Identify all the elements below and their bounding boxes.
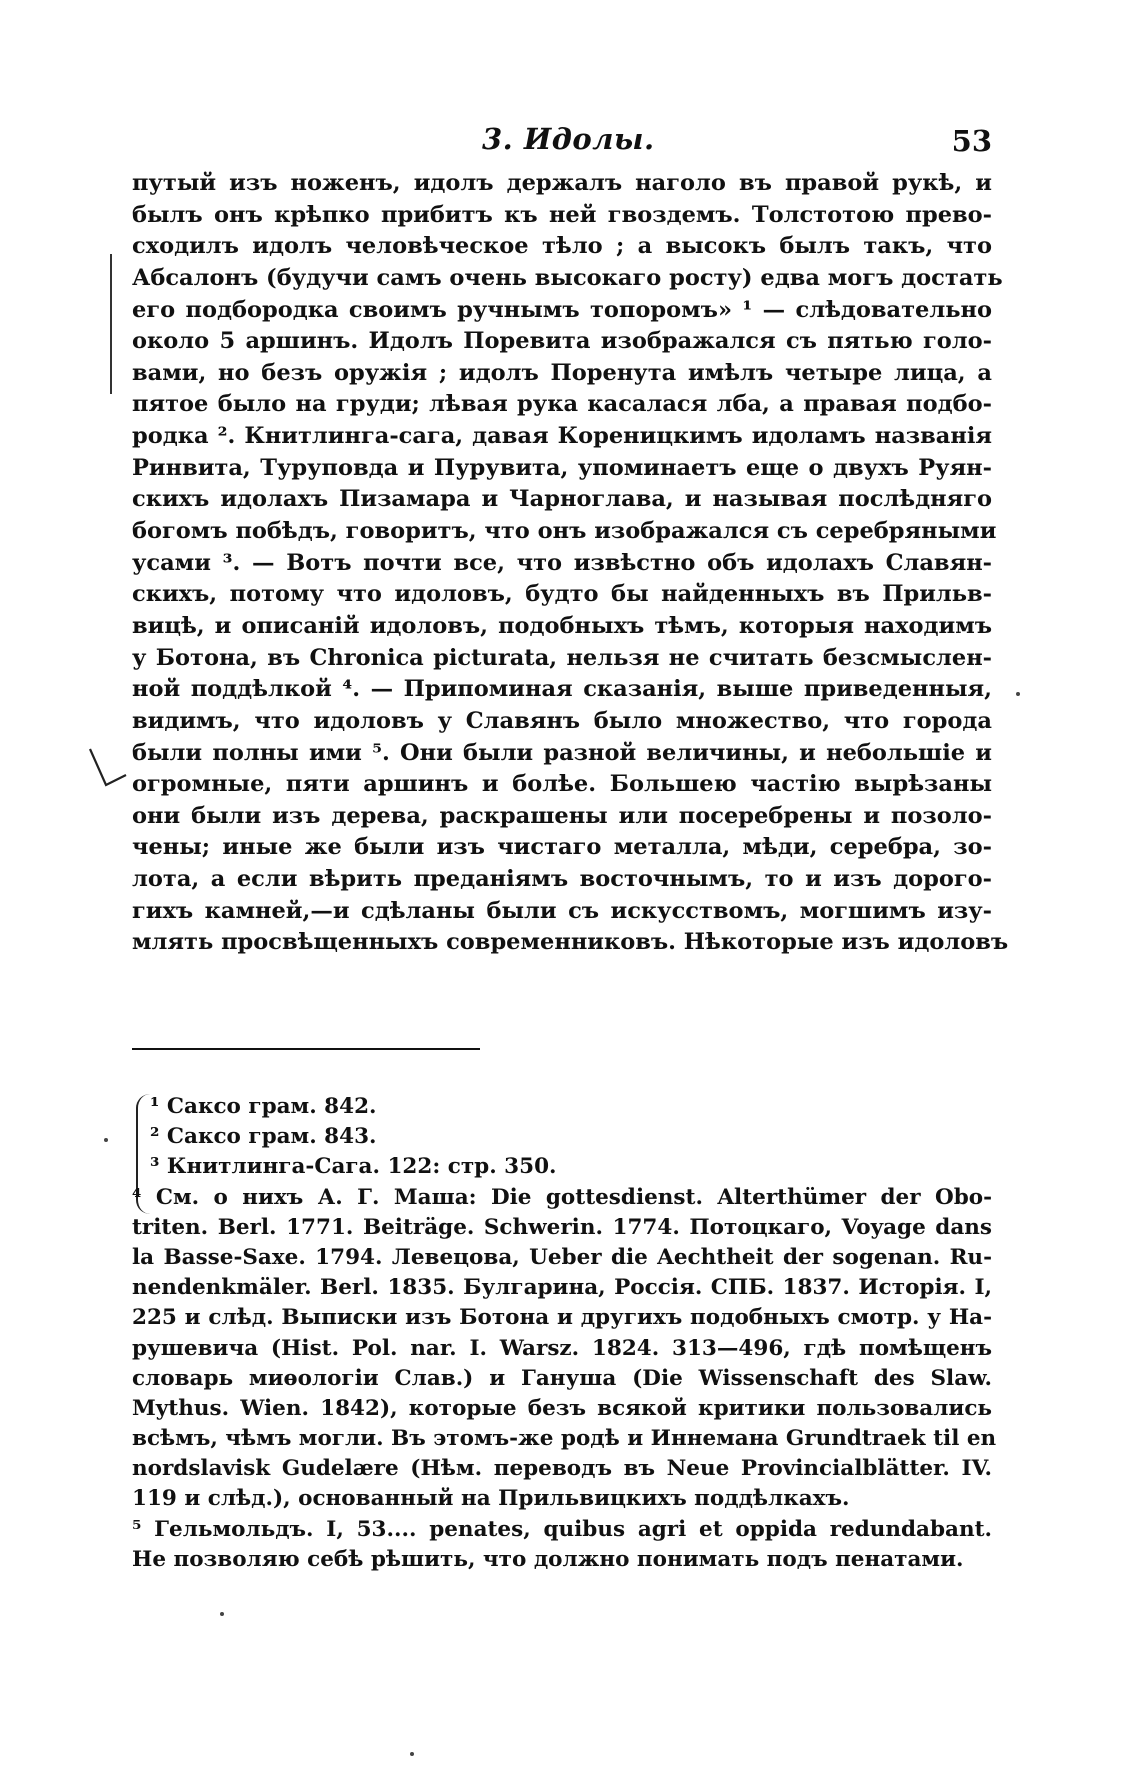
footnote-4-line: 225 и слѣд. Выписки изъ Ботона и другихъ подобныхъ смотр. у На- [132, 1305, 992, 1331]
body-line: были полны ими ⁵. Они были разной величины, и небольшіе и [132, 739, 992, 766]
footnote-4-line: la Basse-Saxe. 1794. Левецова, Ueber die Aechtheit der sogenan. Ru- [132, 1244, 992, 1270]
body-line: сходилъ идолъ человѣческое тѣло ; а высокъ былъ такъ, что [132, 233, 992, 260]
body-line: они были изъ дерева, раскрашены или посеребрены и позоло- [132, 802, 992, 829]
body-line: ной поддѣлкой ⁴. — Припоминая сказанія, выше приведенныя, [132, 676, 992, 703]
footnote-4-line: всѣмъ, чѣмъ могли. Въ этомъ-же родѣ и Иннемана Grundtraek til en [132, 1426, 997, 1452]
body-text [132, 168, 1009, 959]
body-line: родка ². Книтлинга-сага, давая Кореницкимъ идоламъ названія [132, 423, 992, 450]
body-line: былъ онъ крѣпко прибитъ къ ней гвоздемъ. Толстотою прево- [132, 201, 992, 228]
footnote-4-line: nendenkmäler. Berl. 1835. Булгарина, Россія. СПБ. 1837. Исторія. I, [132, 1275, 992, 1301]
footnote-4-line: nordslavisk Gudelære (Нѣм. переводъ въ Neue Provincialblätter. IV. [132, 1456, 992, 1482]
body-line: усами ³. — Вотъ почти все, что извѣстно объ идолахъ Славян- [132, 549, 992, 576]
footnote-5-line: Не позволяю себѣ рѣшить, что должно понимать подъ пенатами. [132, 1546, 964, 1572]
body-line: видимъ, что идоловъ у Славянъ было множество, что города [132, 707, 992, 734]
footnote-4-line: рушевича (Hist. Pol. nar. I. Warsz. 1824. 313—496, гдѣ помѣщенъ [132, 1335, 992, 1361]
body-line: лота, а если вѣрить преданіямъ восточнымъ, то и изъ дорого- [132, 866, 992, 893]
paper-speck [104, 1138, 108, 1142]
body-line: его подбородка своимъ ручнымъ топоромъ» ¹ — слѣдовательно [132, 296, 992, 323]
body-line: вами, но безъ оружія ; идолъ Поренута имѣлъ четыре лица, а [132, 359, 992, 386]
margin-check-mark [86, 745, 130, 795]
running-title: 3. Идолы. [482, 122, 655, 156]
body-line: скихъ, потому что идоловъ, будто бы найденныхъ въ Прильв- [132, 581, 992, 608]
footnote-4-line: 119 и слѣд.), основанный на Прильвицкихъ поддѣлкахъ. [132, 1486, 850, 1512]
body-line: около 5 аршинъ. Идолъ Поревита изображался съ пятью голо- [132, 328, 992, 355]
margin-pencil-mark [110, 254, 112, 394]
body-line: Ринвита, Туруповда и Пурувита, упоминаетъ еще о двухъ Руян- [132, 454, 992, 481]
footnotes [132, 1092, 997, 1575]
footnote-4-line: Mythus. Wien. 1842), которые безъ всякой критики пользовались [132, 1395, 992, 1421]
page-header [132, 118, 992, 158]
body-line: вицѣ, и описаній идоловъ, подобныхъ тѣмъ, которыя находимъ [132, 612, 992, 639]
footnote-4-line: ⁴ См. о нихъ А. Г. Маша: Die gottesdienst. Alterthümer der Obo- [132, 1184, 992, 1210]
paper-speck [220, 1612, 224, 1616]
paper-speck [410, 1752, 414, 1756]
footnote-5: ⁵ Гельмольдъ. I, 53.... penates, quibus agri et oppida redundabant. [132, 1516, 992, 1542]
body-line: гихъ камней,—и сдѣланы были съ искусствомъ, могшимъ изу- [132, 897, 992, 924]
footnote-4-line: словарь миѳологіи Слав.) и Гануша (Die Wissenschaft des Slaw. [132, 1365, 992, 1391]
body-line: млять просвѣщенныхъ современниковъ. Нѣкоторые изъ идоловъ [132, 929, 1009, 956]
footnote-3: ³ Книтлинга-Сага. 122: стр. 350. [150, 1154, 557, 1180]
page-number: 53 [951, 124, 992, 158]
body-line: путый изъ ноженъ, идолъ держалъ наголо въ правой рукѣ, и [132, 170, 992, 196]
footnote-separator [132, 1048, 480, 1050]
body-line: богомъ побѣдъ, говоритъ, что онъ изображался съ серебряными [132, 518, 997, 545]
body-line: чены; иные же были изъ чистаго металла, мѣди, серебра, зо- [132, 834, 992, 861]
body-line: огромные, пяти аршинъ и болѣе. Большею частію вырѣзаны [132, 771, 992, 798]
footnote-2: ² Саксо грам. 843. [150, 1124, 377, 1150]
body-line: у Ботона, въ Chronica picturata, нельзя не считать безсмыслен- [132, 644, 992, 671]
footnote-4-line: triten. Berl. 1771. Beiträge. Schwerin. 1774. Потоцкаго, Voyage dans [132, 1214, 992, 1240]
body-line: Абсалонъ (будучи самъ очень высокаго росту) едва могъ достать [132, 264, 1003, 291]
body-line: скихъ идолахъ Пизамара и Чарноглава, и называя послѣдняго [132, 486, 992, 513]
body-line: пятое было на груди; лѣвая рука касалася лба, а правая подбо- [132, 391, 992, 418]
footnote-1: ¹ Саксо грам. 842. [150, 1094, 377, 1119]
paper-speck [1016, 692, 1020, 696]
